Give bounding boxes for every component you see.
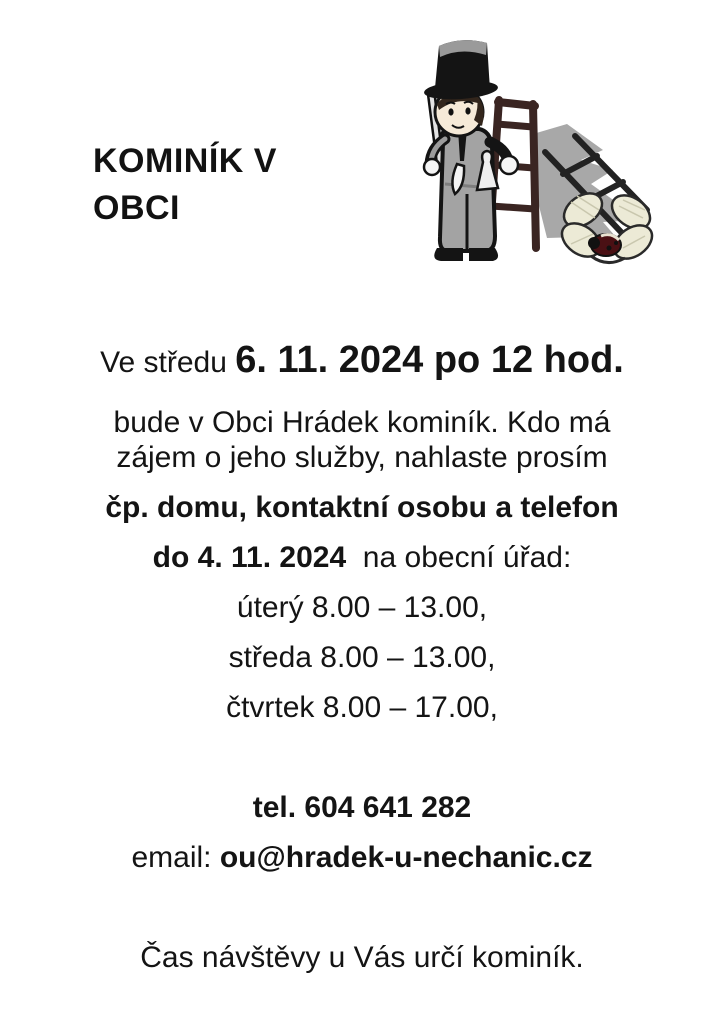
deadline-rest: na obecní úřad: [346, 541, 572, 574]
chimney-sweep-icon [395, 12, 665, 274]
deadline-date: do 4. 11. 2024 [152, 541, 347, 574]
spacer [0, 740, 724, 790]
email-prefix: email: [131, 841, 220, 874]
body-line-2: zájem o jeho služby, nahlaste prosím [116, 441, 608, 474]
hours-line-thursday: čtvrtek 8.00 – 17.00, [226, 691, 498, 724]
chimney-sweep-illustration [395, 12, 665, 274]
intro-line [0, 338, 724, 385]
hours-line-tuesday: úterý 8.00 – 13.00, [236, 591, 488, 624]
phone-line: tel. 604 641 282 [252, 791, 472, 824]
title-line-1: KOMINÍK V [93, 142, 277, 180]
request-line: čp. domu, kontaktní osobu a telefon [105, 491, 619, 524]
intro-prefix: Ve středu [100, 346, 236, 379]
intro-date: 6. 11. 2024 po 12 hod. [235, 339, 624, 381]
email-line [0, 840, 724, 875]
footer-line: Čas návštěvy u Vás určí kominík. [140, 941, 584, 974]
hours-line-wednesday: středa 8.00 – 13.00, [228, 641, 496, 674]
notice-body [0, 338, 724, 990]
chimney-sweep-figure [423, 40, 518, 261]
email-address: ou@hradek-u-nechanic.cz [219, 841, 593, 874]
page-title [93, 138, 277, 232]
title-line-2: OBCI [93, 189, 180, 227]
spacer [0, 890, 724, 940]
body-line-1: bude v Obci Hrádek kominík. Kdo má [113, 406, 611, 439]
top-hat-icon [423, 40, 498, 101]
deadline-line [0, 540, 724, 575]
body-paragraph [0, 405, 724, 475]
